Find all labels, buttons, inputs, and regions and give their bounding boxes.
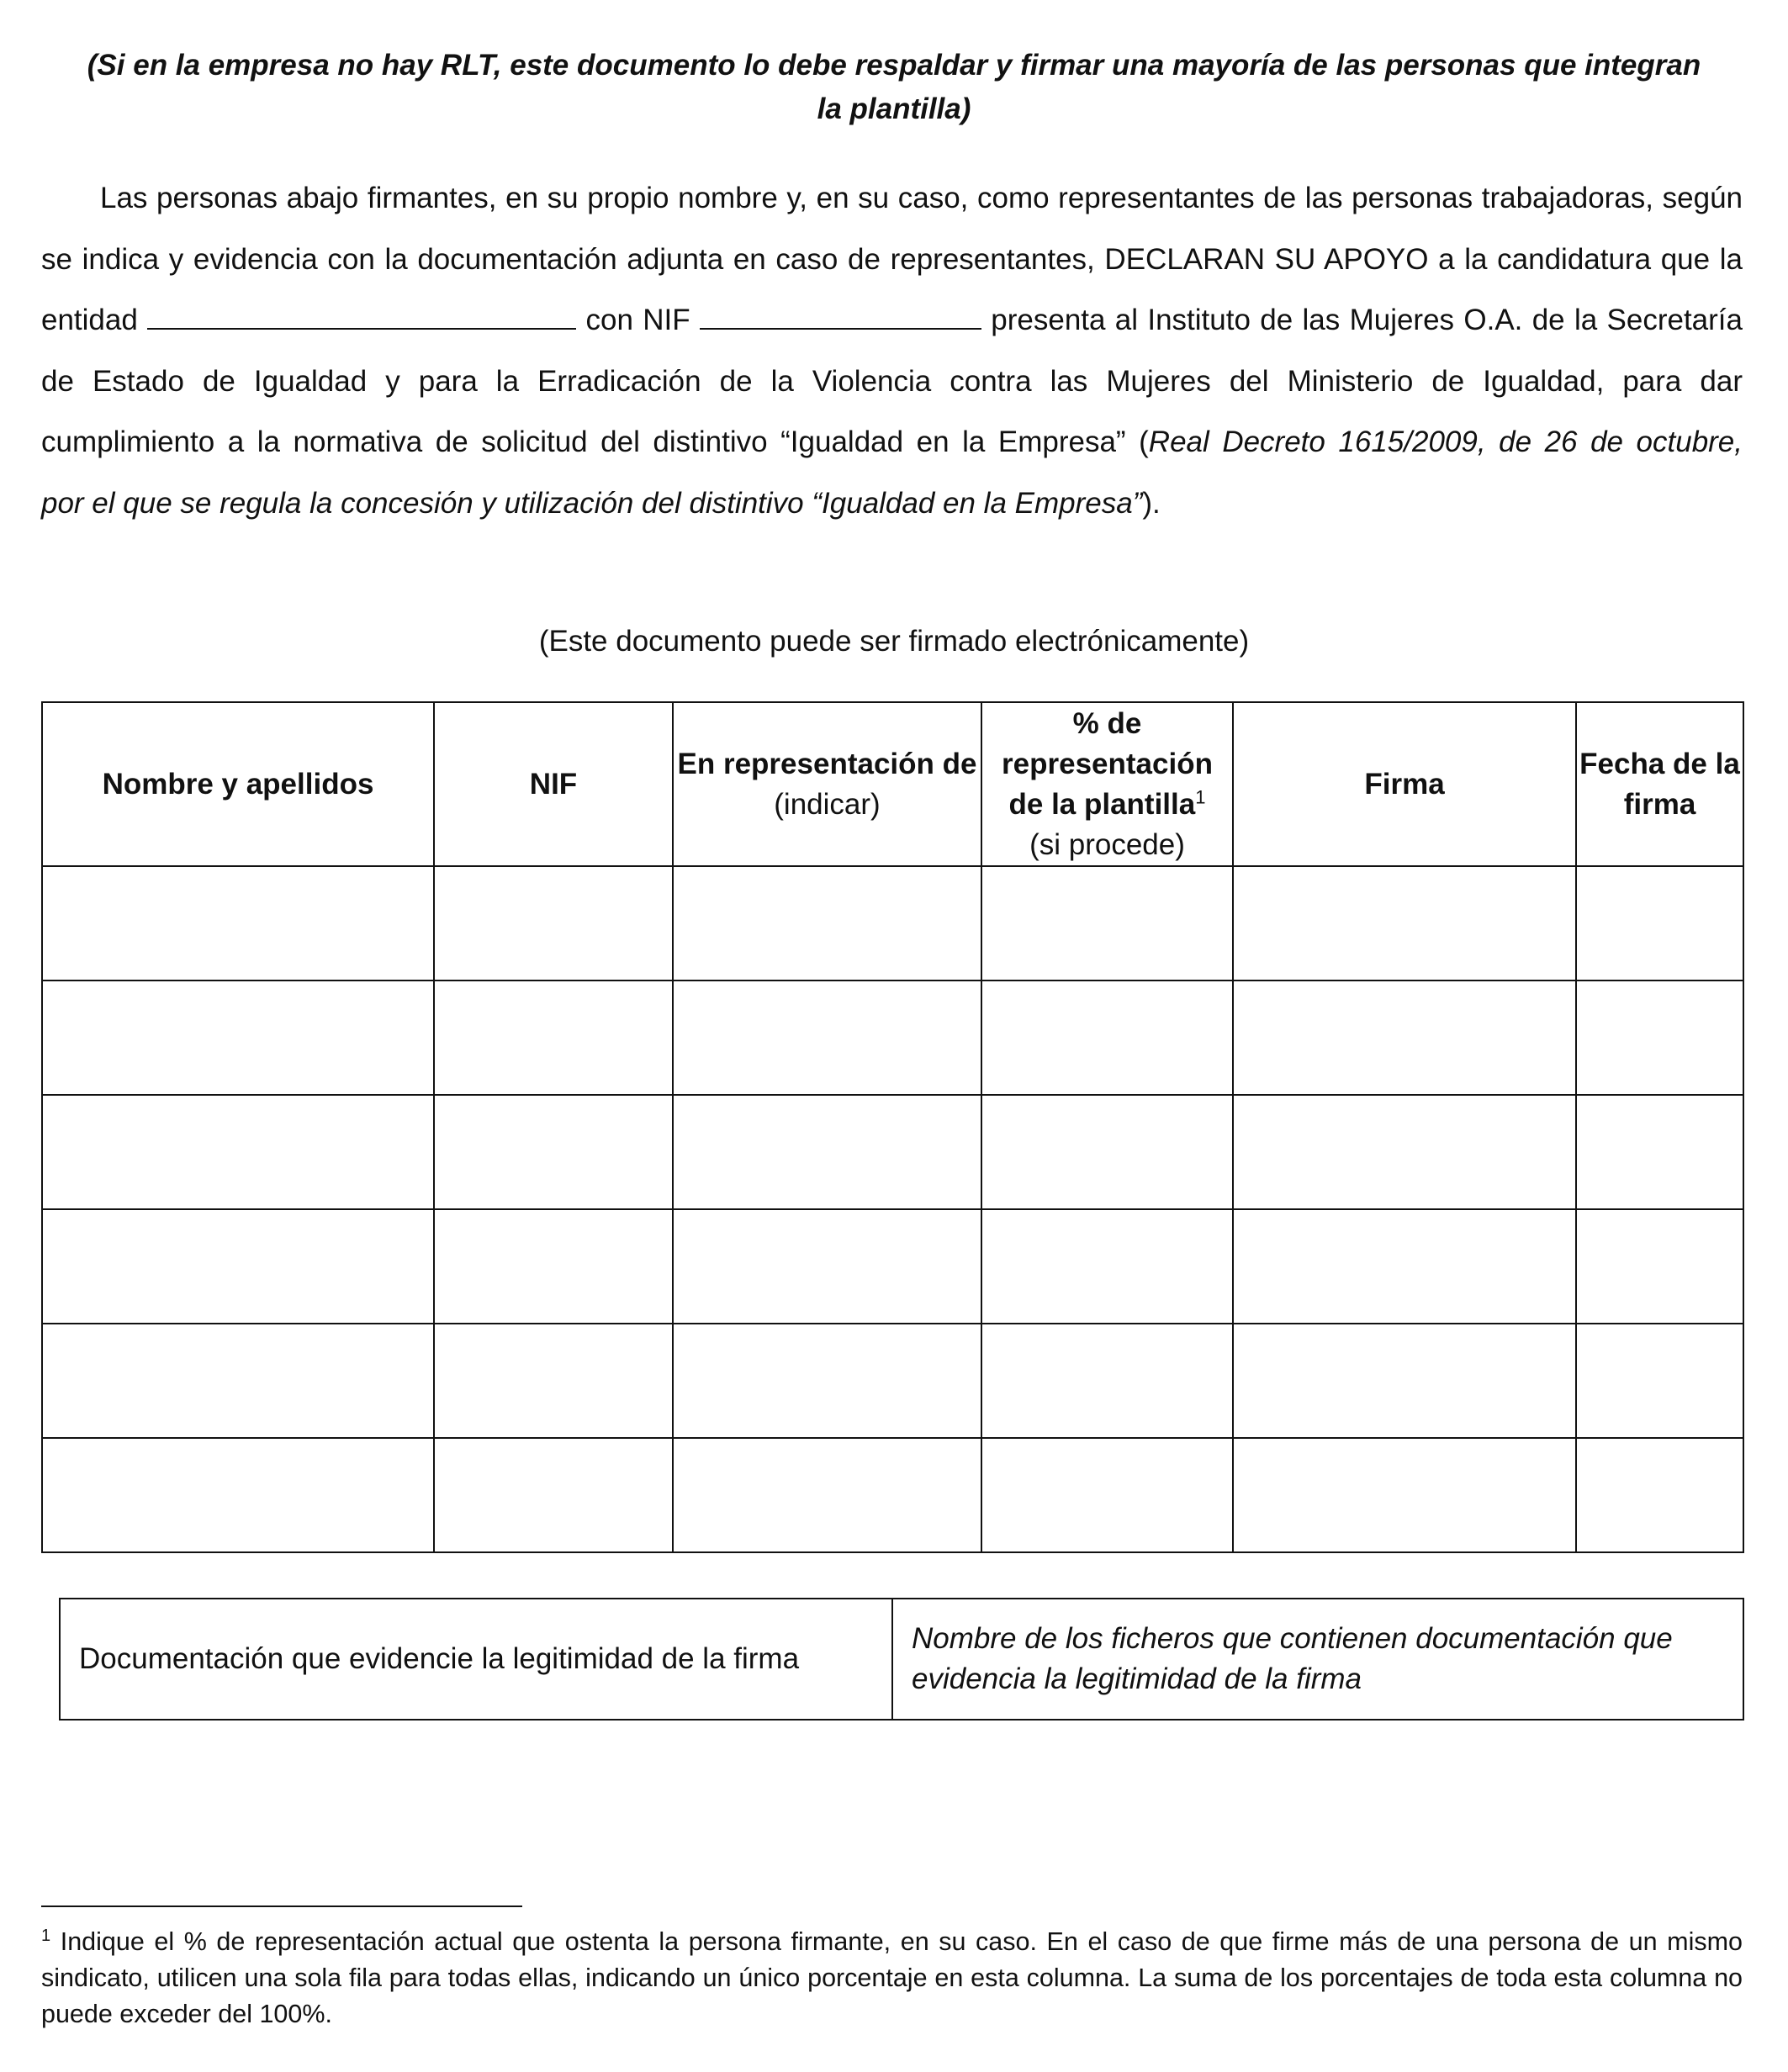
cell-signature[interactable] [1233,1324,1576,1438]
decree-reference: Real Decreto 1615/2009, de 26 de octubre, [1148,426,1743,459]
cell-nif[interactable] [434,1324,673,1438]
cell-percent[interactable] [981,1438,1233,1552]
cell-date[interactable] [1576,980,1743,1095]
header-percent-line-3 [982,785,1232,825]
cell-percent[interactable] [981,1324,1233,1438]
header-date: Fecha de la firma [1576,702,1743,866]
cell-nif[interactable] [434,1095,673,1209]
cell-representation[interactable] [673,980,981,1095]
electronic-signature-note: (Este documento puede ser firmado electrónicamente) [538,625,1250,658]
cell-date[interactable] [1576,1438,1743,1552]
cell-date[interactable] [1576,1324,1743,1438]
table-row [42,1209,1743,1324]
declaration-line-5-text: cumplimiento a la normativa de solicitud del distintivo “Igualdad en la Empresa” ( [41,426,1149,459]
entity-blank-field[interactable] [147,306,576,330]
declaration-line-4: de Estado de Igualdad y para la Erradicación de la Violencia contra las Mujeres del Ministerio de Igualdad, para dar [41,364,1743,398]
table-row [42,866,1743,980]
table-row [42,1095,1743,1209]
declaration-paragraph [41,168,1743,535]
cell-date[interactable] [1576,866,1743,980]
cell-representation[interactable] [673,866,981,980]
header-percent-line-2: representación [1002,747,1213,780]
cell-representation[interactable] [673,1324,981,1438]
decree-title: por el que se regula la concesión y utilización del distintivo “Igualdad en la Empresa” [41,486,1143,520]
signature-table [41,701,1744,1553]
declaration-line-3-text: presenta al Instituto de las Mujeres O.A. de la Secretaría [991,304,1743,337]
document-heading: (Si en la empresa no hay RLT, este documento lo debe respaldar y firmar una mayoría de las personas que integran la plantilla) [87,49,1701,125]
cell-nif[interactable] [434,980,673,1095]
header-percent [981,702,1233,866]
cell-signature[interactable] [1233,1209,1576,1324]
cell-name[interactable] [42,1095,434,1209]
header-representation-label: En representación de [677,747,977,780]
header-percent-line-1: % de [1072,706,1142,740]
nif-blank-field[interactable] [700,306,981,330]
header-name: Nombre y apellidos [42,702,434,866]
declaration-line-6 [41,473,1743,535]
cell-percent[interactable] [981,1095,1233,1209]
header-representation [673,702,981,866]
header-percent-line-3-text: de la plantilla [1008,787,1196,821]
cell-signature[interactable] [1233,980,1576,1095]
cell-name[interactable] [42,1324,434,1438]
table-row [42,1324,1743,1438]
cell-date[interactable] [1576,1095,1743,1209]
cell-signature[interactable] [1233,1438,1576,1552]
declaration-line-5 [41,412,1743,473]
nif-label: con NIF [585,304,690,337]
footnote-text: Indique el % de representación actual que ostenta la persona firmante, en su caso. En el caso de que firme más de una persona de un mismo sindicato, utilicen una sola fila para todas ellas, indicando un único porcentaje en esta columna. La suma de los porcentajes de toda esta columna no puede exceder del 100%. [41,1927,1743,2028]
header-percent-hint: (si procede) [1029,827,1185,861]
documentation-table [59,1598,1744,1720]
footnote-marker: 1 [1195,785,1206,807]
documentation-label: Documentación que evidencie la legitimidad de la firma [60,1599,892,1720]
cell-representation[interactable] [673,1438,981,1552]
cell-representation[interactable] [673,1095,981,1209]
cell-percent[interactable] [981,866,1233,980]
cell-representation[interactable] [673,1209,981,1324]
declaration-line-1: Las personas abajo firmantes, en su propio nombre y, en su caso, como representantes de las personas trabajadoras, según [100,182,1743,214]
cell-nif[interactable] [434,1209,673,1324]
documentation-row [60,1599,1743,1720]
header-signature: Firma [1233,702,1576,866]
header-nif: NIF [434,702,673,866]
cell-name[interactable] [42,1209,434,1324]
cell-signature[interactable] [1233,1095,1576,1209]
cell-percent[interactable] [981,980,1233,1095]
header-representation-hint: (indicar) [774,787,881,821]
cell-name[interactable] [42,1438,434,1552]
cell-date[interactable] [1576,1209,1743,1324]
cell-name[interactable] [42,866,434,980]
footnote [41,1924,1743,2032]
declaration-line-2: se indica y evidencia con la documentación adjunta en caso de representantes, DECLARAN SU APOYO a la candidatura que la [41,242,1743,276]
cell-percent[interactable] [981,1209,1233,1324]
cell-signature[interactable] [1233,866,1576,980]
cell-name[interactable] [42,980,434,1095]
table-row [42,980,1743,1095]
entity-label: entidad [41,304,138,337]
declaration-line-3 [41,290,1743,352]
signature-table-header [42,702,1743,866]
documentation-files-field[interactable]: Nombre de los ficheros que contienen documentación que evidencia la legitimidad de la firma [892,1599,1743,1720]
cell-nif[interactable] [434,866,673,980]
footnote-divider [41,1906,522,1907]
footnote-number: 1 [41,1926,51,1945]
cell-nif[interactable] [434,1438,673,1552]
declaration-end: ). [1142,486,1161,520]
table-row [42,1438,1743,1552]
